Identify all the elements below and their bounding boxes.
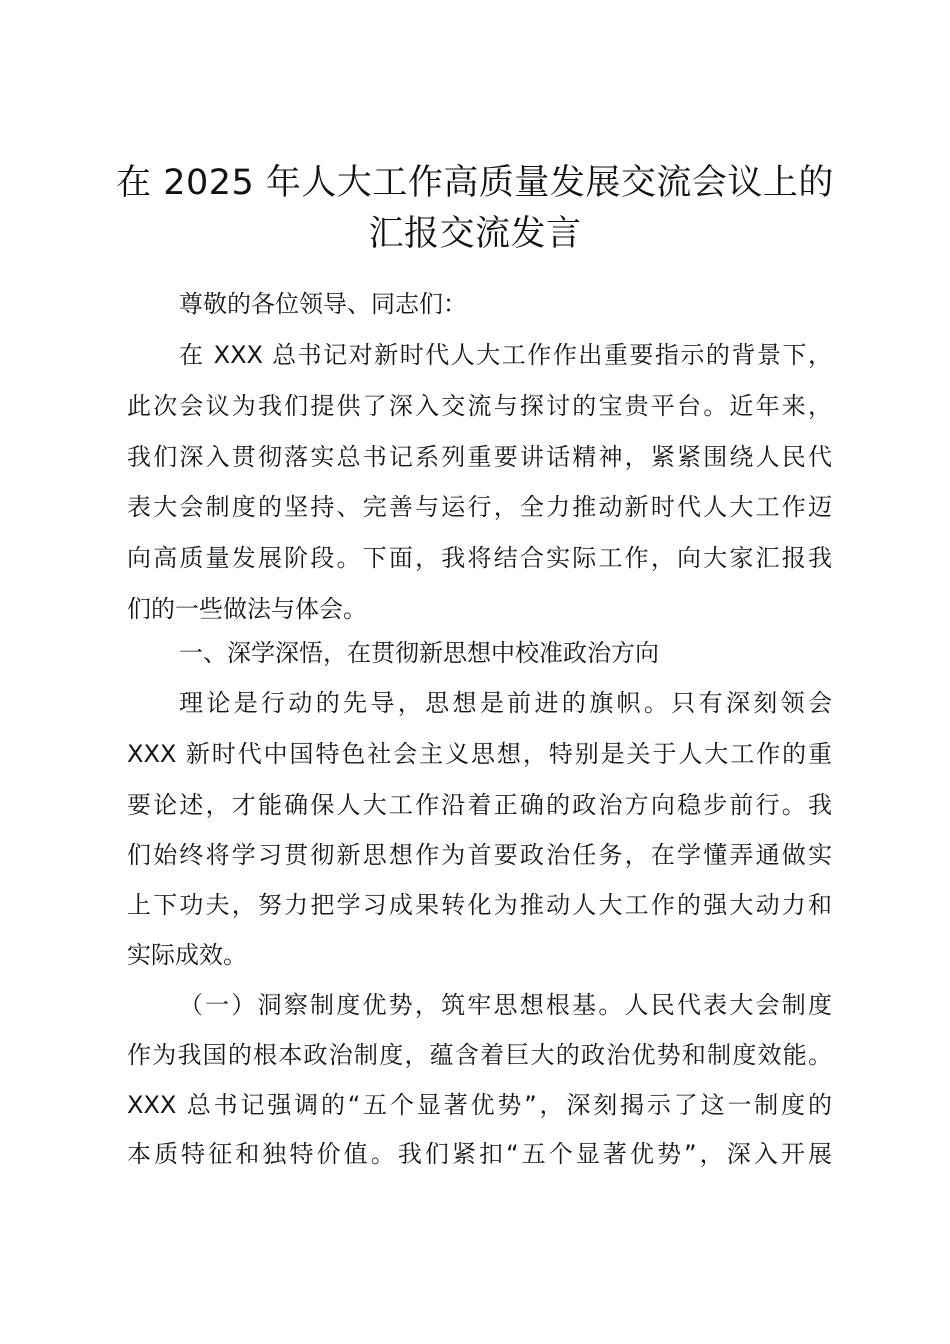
title-line-2: 汇报交流发言 <box>368 214 582 254</box>
body-line: 理论是行动的先导，思想是前进的旗帜。只有深刻领会 <box>179 689 832 717</box>
body-line: XXX 总书记强调的“五个显著优势”，深刻揭示了这一制度的 <box>127 1091 832 1119</box>
body-line: XXX 新时代中国特色社会主义思想，特别是关于人大工作的重 <box>127 740 832 768</box>
body-line: 上下功夫，努力把学习成果转化为推动人大工作的强大动力和 <box>127 891 832 919</box>
body-line: 本质特征和独特价值。我们紧扣“五个显著优势”，深入开展 <box>127 1140 832 1168</box>
body-line: 作为我国的根本政治制度，蕴含着巨大的政治优势和制度效能。 <box>127 1041 832 1069</box>
section-heading: 一、深学深悟，在贯彻新思想中校准政治方向 <box>179 639 659 667</box>
body-line: 表大会制度的坚持、完善与运行，全力推动新时代人大工作迈 <box>127 493 832 521</box>
body-line: 要论述，才能确保人大工作沿着正确的政治方向稳步前行。我 <box>127 791 832 819</box>
body-line: 向高质量发展阶段。下面，我将结合实际工作，向大家汇报我 <box>127 544 832 572</box>
subsection-line: （一）洞察制度优势，筑牢思想根基。人民代表大会制度 <box>179 991 832 1019</box>
body-line: 在 XXX 总书记对新时代人大工作作出重要指示的背景下， <box>179 341 832 369</box>
body-line: 实际成效。 <box>127 941 247 969</box>
title-line-1: 在 2025 年人大工作高质量发展交流会议上的 <box>116 163 834 203</box>
body-line: 们的一些做法与体会。 <box>127 595 367 623</box>
body-line: 此次会议为我们提供了深入交流与探讨的宝贵平台。近年来， <box>127 392 832 420</box>
salutation: 尊敬的各位领导、同志们： <box>179 290 467 318</box>
body-line: 我们深入贯彻落实总书记系列重要讲话精神，紧紧围绕人民代 <box>127 443 832 471</box>
body-line: 们始终将学习贯彻新思想作为首要政治任务，在学懂弄通做实 <box>127 841 832 869</box>
